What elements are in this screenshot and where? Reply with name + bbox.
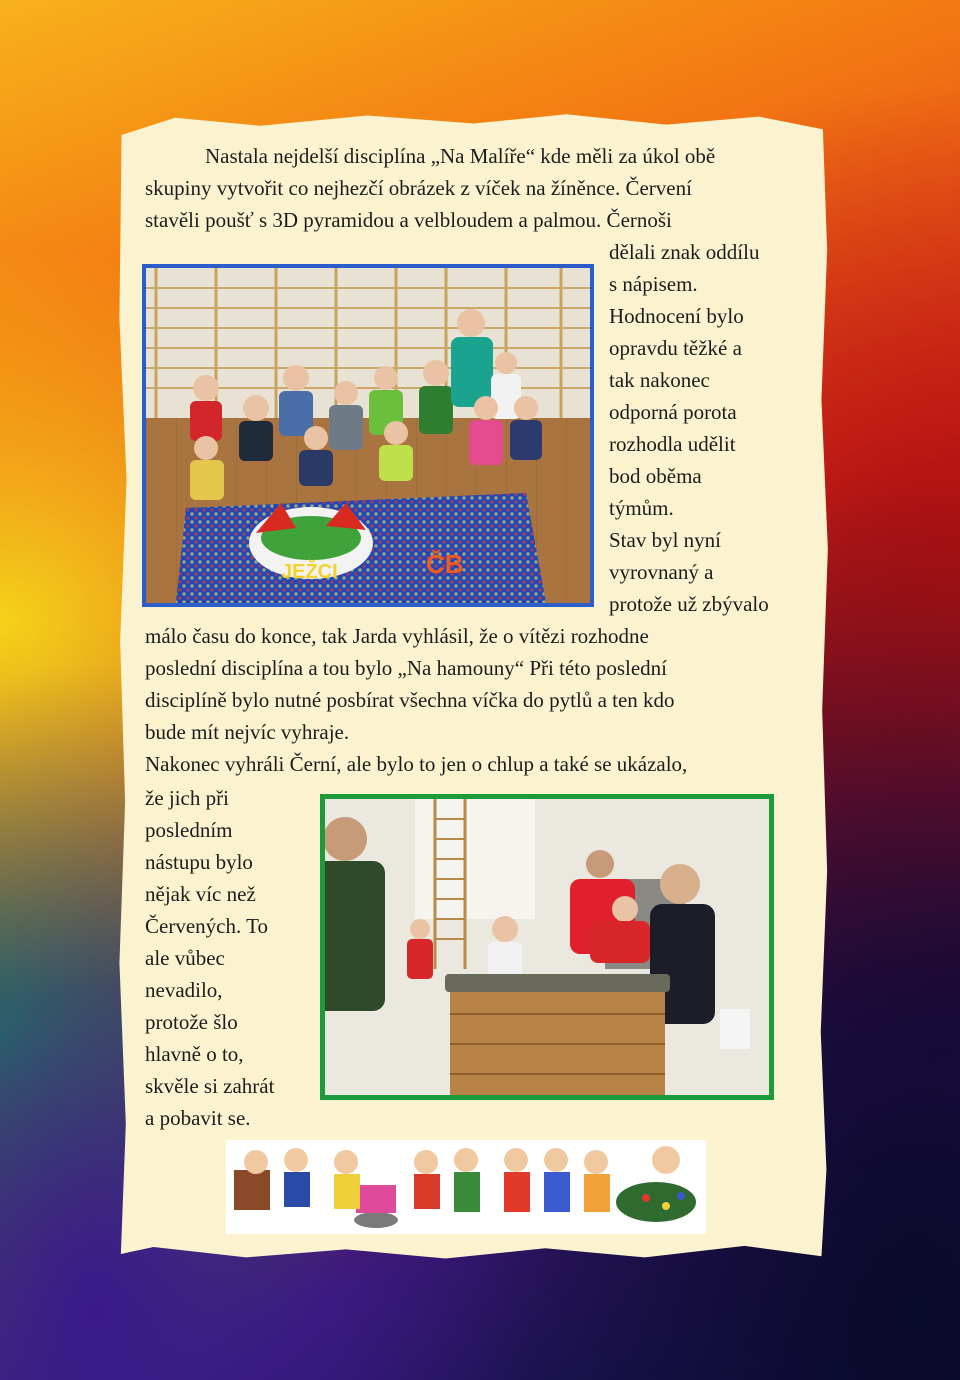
text-line: Stav byl nyní bbox=[609, 528, 722, 552]
text-line: Hodnocení bylo bbox=[609, 304, 744, 328]
text-line: Nakonec vyhráli Černí, ale bylo to jen o chlup a také se ukázalo, bbox=[145, 752, 688, 776]
text-line: že jich při bbox=[145, 786, 229, 810]
text-line: ale vůbec bbox=[145, 946, 225, 970]
text-line: posledním bbox=[145, 818, 233, 842]
text-line: hlavně o to, bbox=[145, 1042, 244, 1066]
left-column-text bbox=[145, 782, 315, 1134]
cartoon-characters-strip bbox=[226, 1140, 706, 1234]
text-line: odporná porota bbox=[609, 400, 737, 424]
text-line: nástupu bylo bbox=[145, 850, 253, 874]
text-line: s nápisem. bbox=[609, 272, 698, 296]
mosaic-text-left: JEŽCI bbox=[281, 561, 338, 583]
gym-box-photo bbox=[320, 794, 774, 1100]
text-line: Červených. To bbox=[145, 914, 268, 938]
right-column-text bbox=[609, 236, 819, 620]
cartoon-illustration bbox=[226, 1140, 706, 1234]
text-line: nevadilo, bbox=[145, 978, 223, 1002]
text-line: disciplíně bylo nutné posbírat všechna víčka do pytlů a ten kdo bbox=[145, 688, 675, 712]
text-line: vyrovnaný a bbox=[609, 560, 714, 584]
photo-illustration bbox=[146, 268, 590, 603]
text-line: a pobavit se. bbox=[145, 1106, 251, 1130]
text-line: nějak víc než bbox=[145, 882, 256, 906]
text-line: dělali znak oddílu bbox=[609, 240, 760, 264]
group-photo-mosaic bbox=[142, 264, 594, 607]
text-line: rozhodla udělit bbox=[609, 432, 736, 456]
photo-illustration bbox=[325, 799, 769, 1095]
text-line: skupiny vytvořit co nejhezčí obrázek z víček na žíněnce. Červení bbox=[145, 176, 692, 200]
text-line: Nastala nejdelší disciplína „Na Malíře“ kde měli za úkol obě bbox=[205, 144, 716, 168]
intro-paragraph bbox=[145, 140, 805, 236]
text-line: protože už zbývalo bbox=[609, 592, 769, 616]
lower-paragraph bbox=[145, 620, 805, 780]
text-line: týmům. bbox=[609, 496, 674, 520]
text-line: bod oběma bbox=[609, 464, 702, 488]
text-line: protože šlo bbox=[145, 1010, 238, 1034]
text-line: opravdu těžké a bbox=[609, 336, 742, 360]
text-line: tak nakonec bbox=[609, 368, 710, 392]
text-line: bude mít nejvíc vyhraje. bbox=[145, 720, 350, 744]
text-line: stavěli poušť s 3D pyramidou a velbloudem a palmou. Černoši bbox=[145, 208, 672, 232]
mosaic-text-right: ČB bbox=[426, 549, 464, 579]
text-line: skvěle si zahrát bbox=[145, 1074, 275, 1098]
text-line: málo času do konce, tak Jarda vyhlásil, že o vítězi rozhodne bbox=[145, 624, 649, 648]
text-line: poslední disciplína a tou bylo „Na hamouny“ Při této poslední bbox=[145, 656, 667, 680]
